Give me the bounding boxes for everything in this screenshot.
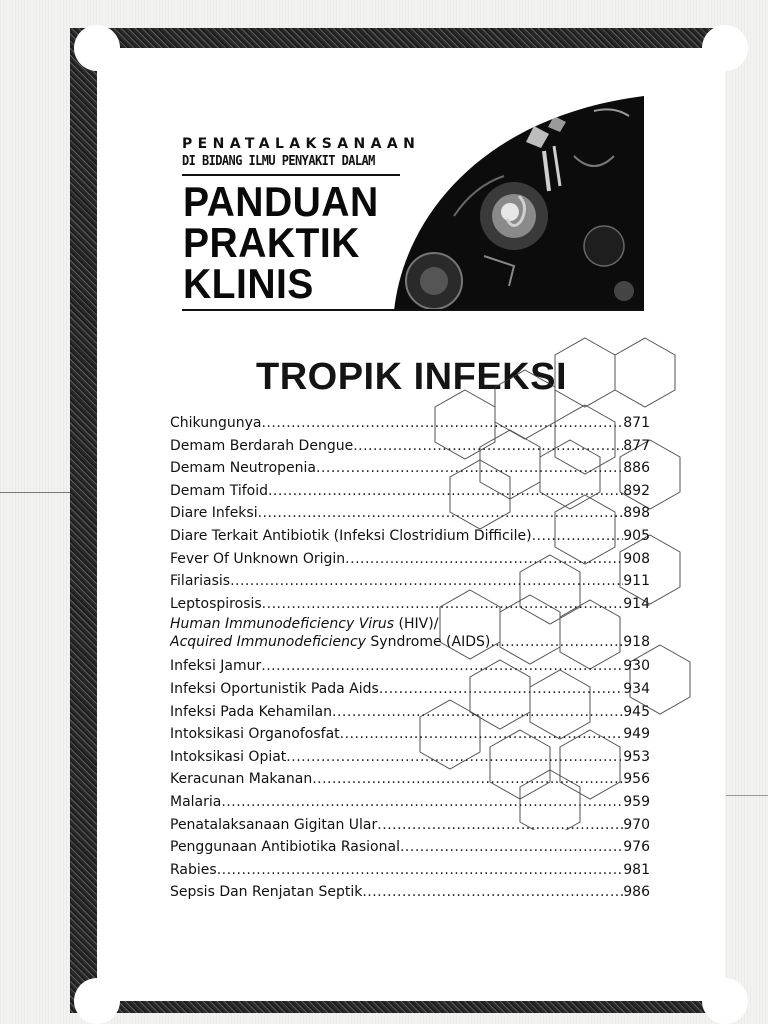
toc-entry-page: 918 bbox=[623, 634, 650, 651]
toc-entry-page: 871 bbox=[623, 415, 650, 431]
toc-entry[interactable] bbox=[170, 593, 650, 616]
toc-entry-title: Sepsis Dan Renjatan Septik bbox=[170, 884, 363, 901]
toc-entry-title: Diare Infeksi bbox=[170, 505, 258, 522]
toc-entry-page: 892 bbox=[623, 482, 650, 499]
toc-entry-title: Filariasis bbox=[170, 573, 231, 590]
toc-entry[interactable] bbox=[170, 615, 650, 655]
medical-collage-image bbox=[394, 96, 644, 311]
toc-entry[interactable] bbox=[170, 525, 650, 548]
header-subkicker: DI BIDANG ILMU PENYAKIT DALAM bbox=[182, 154, 375, 169]
toc-entry-page: 953 bbox=[623, 748, 650, 765]
toc-entry-title: Rabies bbox=[170, 861, 217, 878]
toc-entry-page: 976 bbox=[623, 839, 650, 856]
toc-entry[interactable] bbox=[170, 746, 650, 769]
toc-entry-title: Demam Berdarah Dengue bbox=[170, 437, 354, 454]
book-title-line: PRAKTIK bbox=[183, 219, 360, 266]
toc-entry[interactable] bbox=[170, 814, 650, 837]
toc-entry-title: Fever Of Unknown Origin bbox=[170, 550, 346, 567]
toc-leader bbox=[490, 633, 623, 651]
toc-entry[interactable] bbox=[170, 412, 650, 435]
toc-entry-title: Infeksi Pada Kehamilan bbox=[170, 703, 333, 720]
frame-corner bbox=[74, 978, 120, 1024]
scan-margin-line bbox=[0, 492, 70, 493]
toc-leader bbox=[379, 678, 623, 701]
toc-leader bbox=[221, 791, 623, 814]
toc-entry-page: 911 bbox=[623, 573, 650, 590]
section-title: TROPIK INFEKSI bbox=[256, 356, 568, 398]
toc-entry-title-normal: (HIV)/ bbox=[394, 616, 439, 633]
toc-leader bbox=[261, 412, 623, 435]
toc-entry-title-normal: Syndrome (AIDS) bbox=[365, 634, 491, 651]
toc-leader bbox=[345, 548, 623, 571]
book-header bbox=[182, 96, 644, 312]
toc-leader bbox=[353, 435, 623, 458]
toc-entry-page: 949 bbox=[623, 726, 650, 743]
toc-entry-page: 930 bbox=[623, 658, 650, 675]
toc-entry[interactable] bbox=[170, 768, 650, 791]
toc-entry-page: 956 bbox=[623, 771, 650, 788]
toc-entry-page: 908 bbox=[623, 550, 650, 567]
toc-entry[interactable] bbox=[170, 655, 650, 678]
toc-leader bbox=[261, 655, 623, 678]
toc-entry[interactable] bbox=[170, 701, 650, 724]
toc-entry-title: Demam Tifoid bbox=[170, 482, 268, 499]
toc-leader bbox=[262, 593, 624, 616]
toc-entry[interactable] bbox=[170, 502, 650, 525]
frame-corner bbox=[74, 25, 120, 71]
toc-entry[interactable] bbox=[170, 548, 650, 571]
toc-leader bbox=[340, 723, 624, 746]
toc-leader bbox=[286, 746, 623, 769]
toc-entry[interactable] bbox=[170, 881, 650, 904]
toc-entry-title-italic: Acquired Immunodeficiency bbox=[170, 634, 366, 651]
toc-entry-page: 905 bbox=[623, 527, 650, 544]
toc-entry-title: Infeksi Jamur bbox=[170, 658, 262, 675]
header-bottom-rule bbox=[182, 309, 644, 311]
header-rule bbox=[182, 174, 400, 176]
toc-entry[interactable] bbox=[170, 457, 650, 480]
toc-entry-title: Malaria bbox=[170, 793, 222, 810]
toc-entry-title-line2-text bbox=[170, 633, 490, 651]
toc-leader bbox=[400, 836, 623, 859]
toc-leader bbox=[312, 768, 623, 791]
toc-entry-title: Leptospirosis bbox=[170, 595, 262, 612]
toc-entry[interactable] bbox=[170, 435, 650, 458]
toc-entry[interactable] bbox=[170, 480, 650, 503]
table-of-contents bbox=[170, 412, 650, 904]
toc-entry-page: 934 bbox=[623, 680, 650, 697]
toc-entry-title: Penatalaksanaan Gigitan Ular bbox=[170, 816, 378, 833]
toc-entry-title: Infeksi Oportunistik Pada Aids bbox=[170, 680, 379, 697]
toc-entry-title: Penggunaan Antibiotika Rasional bbox=[170, 839, 400, 856]
toc-entry-title: Keracunan Makanan bbox=[170, 771, 313, 788]
toc-entry-title-italic: Human Immunodeficiency Virus bbox=[170, 616, 395, 633]
toc-entry-page: 981 bbox=[623, 861, 650, 878]
book-title-line: KLINIS bbox=[183, 260, 314, 307]
toc-entry-title-line1 bbox=[170, 615, 650, 633]
toc-entry[interactable] bbox=[170, 570, 650, 593]
toc-entry-page: 970 bbox=[623, 816, 650, 833]
scan-margin-mark bbox=[726, 795, 768, 796]
toc-leader bbox=[316, 457, 623, 480]
toc-entry-page: 886 bbox=[623, 460, 650, 477]
toc-entry-page: 898 bbox=[623, 505, 650, 522]
toc-entry-page: 959 bbox=[623, 793, 650, 810]
toc-entry-page: 914 bbox=[623, 595, 650, 612]
header-kicker: PENATALAKSANAAN bbox=[182, 136, 421, 152]
toc-entry-page: 877 bbox=[623, 437, 650, 454]
toc-leader bbox=[230, 570, 623, 593]
toc-entry-page: 986 bbox=[623, 884, 650, 901]
toc-entry[interactable] bbox=[170, 791, 650, 814]
toc-entry[interactable] bbox=[170, 859, 650, 882]
toc-entry-title: Chikungunya bbox=[170, 415, 262, 431]
frame-corner bbox=[702, 25, 748, 71]
toc-entry-title-line2 bbox=[170, 633, 650, 651]
toc-leader bbox=[532, 525, 624, 548]
toc-entry-title: Intoksikasi Opiat bbox=[170, 748, 287, 765]
toc-leader bbox=[362, 881, 623, 904]
toc-leader bbox=[258, 502, 624, 525]
toc-entry[interactable] bbox=[170, 723, 650, 746]
toc-entry-title: Demam Neutropenia bbox=[170, 460, 317, 477]
toc-leader bbox=[268, 480, 623, 503]
frame-corner bbox=[702, 978, 748, 1024]
toc-leader bbox=[217, 859, 624, 882]
toc-entry[interactable] bbox=[170, 836, 650, 859]
toc-leader bbox=[332, 701, 623, 724]
toc-leader bbox=[377, 814, 623, 837]
toc-entry-title: Intoksikasi Organofosfat bbox=[170, 726, 340, 743]
book-title bbox=[183, 178, 379, 307]
book-title-line: PANDUAN bbox=[183, 178, 379, 225]
toc-entry-page: 945 bbox=[623, 703, 650, 720]
toc-entry-title: Diare Terkait Antibiotik (Infeksi Clostridium Difficile) bbox=[170, 527, 532, 544]
toc-entry[interactable] bbox=[170, 678, 650, 701]
